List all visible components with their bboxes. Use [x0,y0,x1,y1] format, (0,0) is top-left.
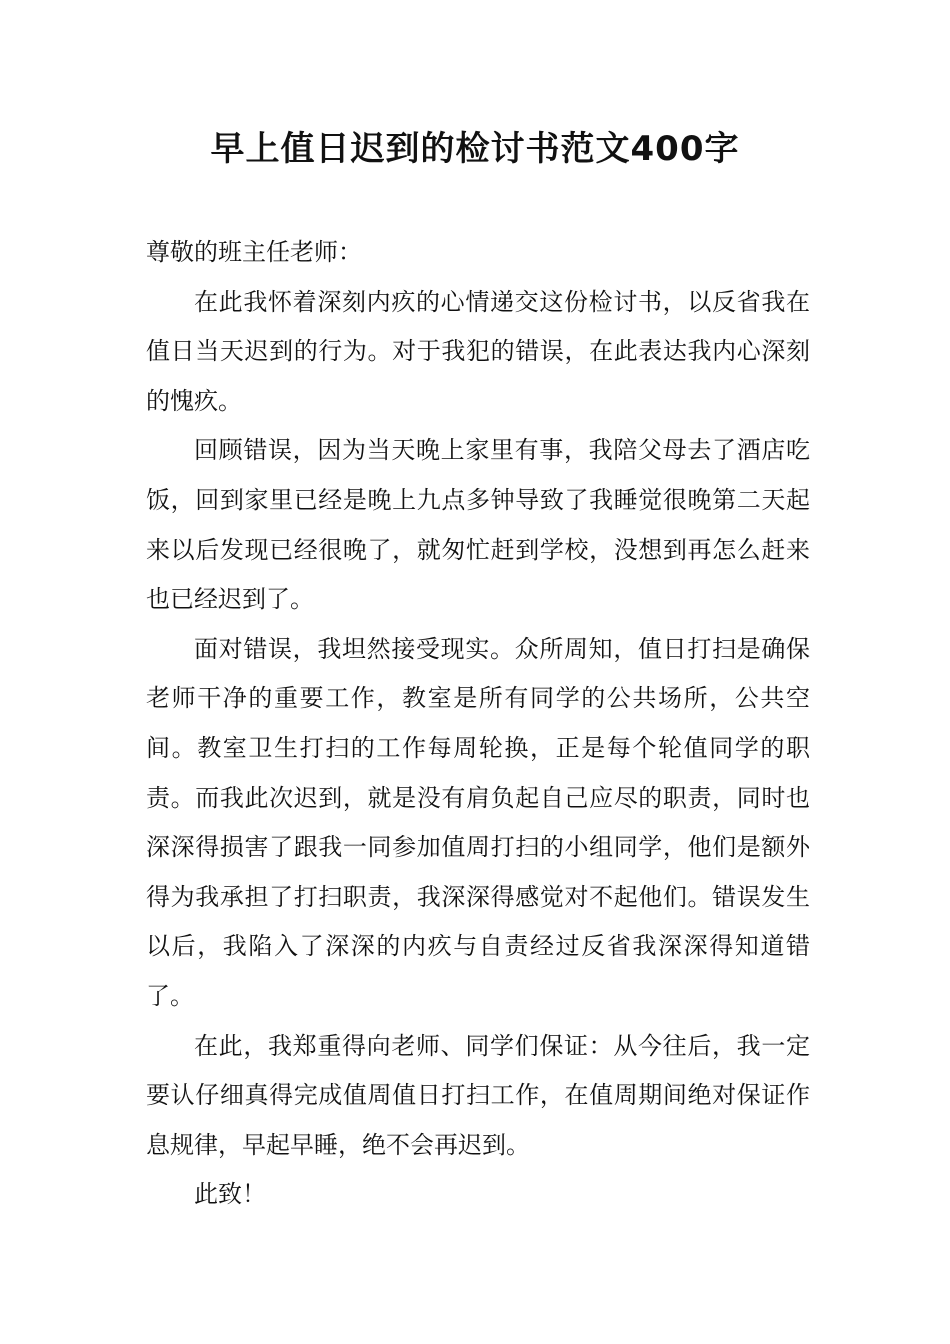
paragraph-1: 在此我怀着深刻内疚的心情递交这份检讨书，以反省我在值日当天迟到的行为。对于我犯的错误，在此表达我内心深刻的愧疚。 [146,287,810,415]
document-body [146,228,810,1220]
paragraph-2: 回顾错误，因为当天晚上家里有事，我陪父母去了酒店吃饭，回到家里已经是晚上九点多钟导致了我睡觉很晚第二天起来以后发现已经很晚了，就匆忙赶到学校，没想到再怎么赶来也已经迟到了。 [146,436,810,614]
paragraph-4: 在此，我郑重得向老师、同学们保证：从今往后，我一定要认仔细真得完成值周值日打扫工作，在值周期间绝对保证作息规律，早起早睡，绝不会再迟到。 [146,1031,810,1159]
salutation: 尊敬的班主任老师： [146,238,362,266]
closing: 此致！ [194,1180,266,1209]
document-title: 早上值日迟到的检讨书范文400字 [210,129,740,169]
paragraph-3: 面对错误，我坦然接受现实。众所周知，值日打扫是确保老师干净的重要工作，教室是所有同学的公共场所，公共空间。教室卫生打扫的工作每周轮换，正是每个轮值同学的职责。而我此次迟到，就是没有肩负起自己应尽的职责，同时也深深得损害了跟我一同参加值周打扫的小组同学，他们是额外得为我承担了打扫职责，我深深得感觉对不起他们。错误发生以后，我陷入了深深的内疚与自责经过反省我深深得知道错了。 [146,634,810,1010]
